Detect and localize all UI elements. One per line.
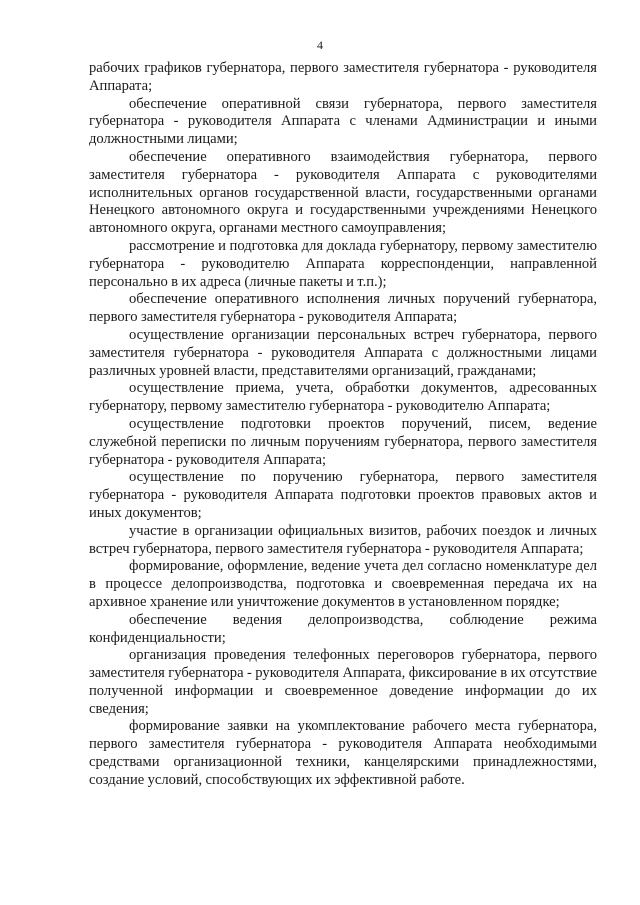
page-number: 4 <box>317 38 323 52</box>
paragraph-correspondence: рассмотрение и подготовка для доклада губернатору, первому заместителю губернатора - руководителю Аппарата корреспонденции, направленной персонально в их адреса (личные пакеты и т.п.); <box>89 237 597 290</box>
paragraph-interaction: обеспечение оперативного взаимодействия губернатора, первого заместителя губернатора - руководителя Аппарата с руководителями исполнительных органов государственной власти, государственными органами Ненецкого автономного округа и государственными учреждениями Ненецкого автономного округа, органами местного самоуправления; <box>89 148 597 237</box>
document-body <box>89 60 597 790</box>
paragraph-draft-instructions: осуществление подготовки проектов поручений, писем, ведение служебной переписки по личным поручениям губернатора, первого заместителя губернатора - руководителя Аппарата; <box>89 415 597 468</box>
paragraph-communication: обеспечение оперативной связи губернатора, первого заместителя губернатора - руководителя Аппарата с членами Администрации и иными должностными лицами; <box>89 95 597 148</box>
paragraph-official-visits: участие в организации официальных визитов, рабочих поездок и личных встреч губернатора, первого заместителя губернатора - руководителя Аппарата; <box>89 522 597 557</box>
paragraph-legal-acts: осуществление по поручению губернатора, первого заместителя губернатора - руководителя Аппарата подготовки проектов правовых актов и иных документов; <box>89 469 597 521</box>
paragraph-workplace-equipment: формирование заявки на укомплектование рабочего места губернатора, первого заместителя губернатора - руководителя Аппарата необходимыми средствами организационной техники, канцелярскими принадлежностями, создание условий, способствующих их эффективной работе. <box>89 718 597 788</box>
paragraph-personal-instructions: обеспечение оперативного исполнения личных поручений губернатора, первого заместителя губернатора - руководителя Аппарата; <box>89 291 597 326</box>
paragraph-continuation: рабочих графиков губернатора, первого заместителя губернатора - руководителя Аппарата; <box>89 60 597 94</box>
paragraph-phone-calls: организация проведения телефонных переговоров губернатора, первого заместителя губернатора - руководителя Аппарата, фиксирование в их отсутствие полученной информации и своевременное доведение информации до их сведения; <box>89 647 597 717</box>
paragraph-personal-meetings: осуществление организации персональных встреч губернатора, первого заместителя губернатора - руководителя Аппарата с должностными лицами различных уровней власти, представителями организаций, гражданами; <box>89 326 597 379</box>
paragraph-case-files: формирование, оформление, ведение учета дел согласно номенклатуре дел в процессе делопроизводства, подготовка и своевременная передача их на архивное хранение или уничтожение документов в установленном порядке; <box>89 558 597 610</box>
paragraph-confidentiality: обеспечение ведения делопроизводства, соблюдение режима конфиденциальности; <box>89 611 597 646</box>
paragraph-document-processing: осуществление приема, учета, обработки документов, адресованных губернатору, первому заместителю губернатора - руководителю Аппарата; <box>89 380 597 415</box>
